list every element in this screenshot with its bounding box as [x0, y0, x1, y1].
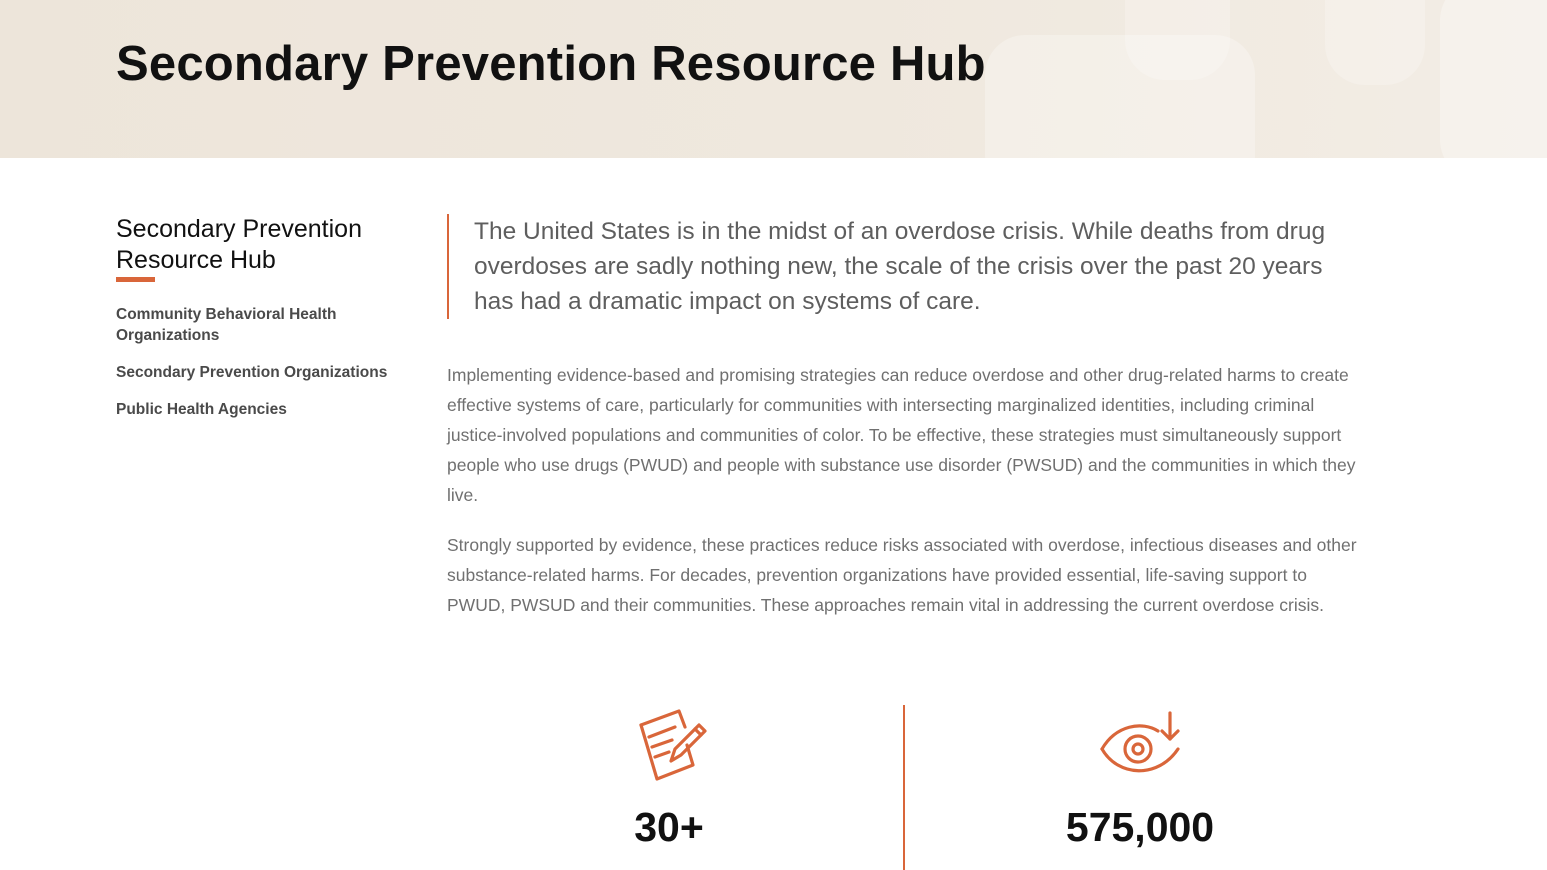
lead-quote: The United States is in the midst of an overdose crisis. While deaths from drug overdoses are sadly nothing new, the scale of the crisis over the past 20 years has had a dramatic impact on systems of care. — [447, 214, 1367, 319]
page-header-banner — [0, 0, 1547, 158]
main-content — [447, 214, 1367, 620]
stats-divider — [903, 705, 905, 870]
eye-download-icon — [1098, 705, 1182, 783]
page-title: Secondary Prevention Resource Hub — [116, 37, 986, 91]
stat-value: 575,000 — [1065, 804, 1215, 850]
stat-views — [990, 705, 1290, 848]
stat-value: 30+ — [634, 804, 704, 850]
banner-decoration — [1440, 0, 1547, 158]
sidebar-item-community-behavioral-health-organizations[interactable]: Community Behavioral Health Organizations — [116, 306, 337, 344]
sidebar-active-indicator — [116, 277, 155, 282]
stat-resources — [519, 705, 819, 848]
body-paragraph: Strongly supported by evidence, these practices reduce risks associated with overdose, infectious diseases and other substance-related harms. For decades, prevention organizations have provided essential, life-saving support to PWUD, PWSUD and their communities. These approaches remain vital in addressing the current overdose crisis. — [447, 535, 1357, 615]
sidebar-item-public-health-agencies[interactable]: Public Health Agencies — [116, 401, 287, 418]
banner-decoration — [1325, 0, 1425, 85]
sidebar-title[interactable]: Secondary Prevention Resource Hub — [116, 215, 362, 274]
body-paragraph: Implementing evidence-based and promising strategies can reduce overdose and other drug-related harms to create effective systems of care, particularly for communities with intersecting marginalized identities, including criminal justice-involved populations and communities of color. To be effective, these strategies must simultaneously support people who use drugs (PWUD) and people with substance use disorder (PWSUD) and the communities in which they live. — [447, 365, 1356, 505]
sidebar-item-secondary-prevention-organizations[interactable]: Secondary Prevention Organizations — [116, 364, 388, 381]
document-pencil-icon — [627, 705, 711, 783]
sidebar-links — [116, 304, 416, 420]
sidebar-nav — [116, 214, 416, 436]
banner-decoration — [1125, 0, 1230, 80]
